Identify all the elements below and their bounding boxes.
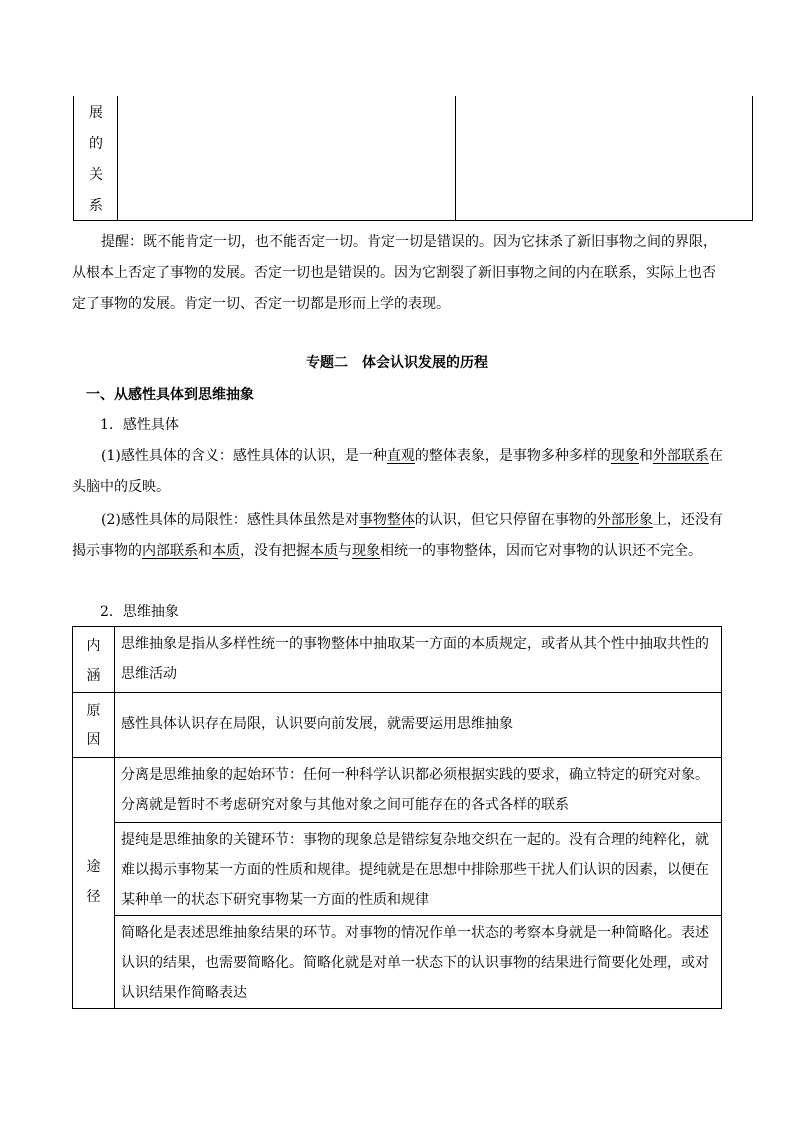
underlined-term: 外部形象 <box>596 512 653 528</box>
row-text-purification: 提纯是思维抽象的关键环节：事物的现象总是错综复杂地交织在一起的。没有合理的纯粹化，就难以揭示事物某一方面的性质和规律。提纯就是在思想中排除那些干扰人们认识的因素，以便在某种单一的状态下研究事物某一方面的性质和规律 <box>121 832 709 908</box>
row-text-connotation: 思维抽象是指从多样性统一的事物整体中抽取某一方面的本质规定，或者从其个性中抽取共性的思维活动 <box>121 636 709 682</box>
top-table-middle-cell <box>118 96 456 220</box>
label-char: 原 <box>86 703 101 719</box>
vertical-char: 的 <box>89 136 103 152</box>
text-run: 和 <box>198 543 212 559</box>
tip-paragraph: 提醒：既不能肯定一切，也不能否定一切。肯定一切是错误的。因为它抹杀了新旧事物之间的界限，从根本上否定了事物的发展。否定一切也是错误的。因为它割裂了新旧事物之间的内在联系，实际上也否定了事物的发展。肯定一切、否定一切都是形而上学的表现。 <box>72 234 717 312</box>
item-title: 1．感性具体 <box>100 417 179 433</box>
text-run: 与 <box>338 543 352 559</box>
row-label-connotation <box>73 627 115 692</box>
text-run: 和 <box>638 448 653 464</box>
underlined-term: 直观 <box>386 448 415 464</box>
label-char: 因 <box>86 732 101 748</box>
vertical-char: 系 <box>89 198 103 214</box>
vertical-char: 展 <box>89 105 103 121</box>
topic-title: 专题二 体会认识发展的历程 <box>306 355 488 371</box>
underlined-term: 事物整体 <box>358 512 415 528</box>
section-title: 一、从感性具体到思维抽象 <box>86 387 254 403</box>
row-text-simplification: 简略化是表述思维抽象结果的环节。对事物的情况作单一状态的考察本身就是一种简略化。表述认识的结果，也需要简略化。简略化就是对单一状态下的认识事物的结果进行简要化处理，或对认识结果作简略表达 <box>121 925 709 1001</box>
row-text-reason: 感性具体认识存在局限，认识要向前发展，就需要运用思维抽象 <box>121 716 513 732</box>
underlined-term: 现象 <box>610 448 639 464</box>
row-label-approach <box>73 758 115 1009</box>
label-char: 途 <box>86 859 101 875</box>
text-run: (2)感性具体的局限性：感性具体虽然是对 <box>101 512 359 528</box>
vertical-char: 关 <box>89 167 103 183</box>
item1-paragraph-1 <box>72 441 724 503</box>
item-title: 2．思维抽象 <box>100 604 179 620</box>
row-text-separation: 分离是思维抽象的起始环节：任何一种科学认识都必须根据实践的要求，确立特定的研究对象。分离就是暂时不考虑研究对象与其他对象之间可能存在的各式各样的联系 <box>121 767 709 813</box>
underlined-term: 现象 <box>352 543 380 559</box>
label-char: 内 <box>86 638 101 654</box>
abstraction-table <box>72 626 722 1009</box>
text-run: 在头脑中的反映。 <box>72 448 723 495</box>
top-table-label-column <box>74 96 118 220</box>
text-run: 相统一的事物整体，因而它对事物的认识还不完全。 <box>380 543 702 559</box>
underlined-term: 本质 <box>212 543 240 559</box>
row-label-reason <box>73 693 115 757</box>
underlined-term: 本质 <box>310 543 338 559</box>
underlined-term: 外部联系 <box>652 448 709 464</box>
text-run: ，没有把握 <box>240 543 310 559</box>
text-run: 的整体表象，是事物多种多样的 <box>414 448 611 464</box>
top-table <box>73 96 753 221</box>
underlined-term: 内部联系 <box>142 543 198 559</box>
label-char: 径 <box>86 889 101 905</box>
item1-paragraph-2 <box>72 505 724 567</box>
label-char: 涵 <box>86 668 101 684</box>
text-run: 的认识，但它只停留在事物的 <box>414 512 597 528</box>
text-run: (1)感性具体的含义：感性具体的认识，是一种 <box>101 448 387 464</box>
text-run: 上，还没有揭示事物的 <box>72 512 723 559</box>
